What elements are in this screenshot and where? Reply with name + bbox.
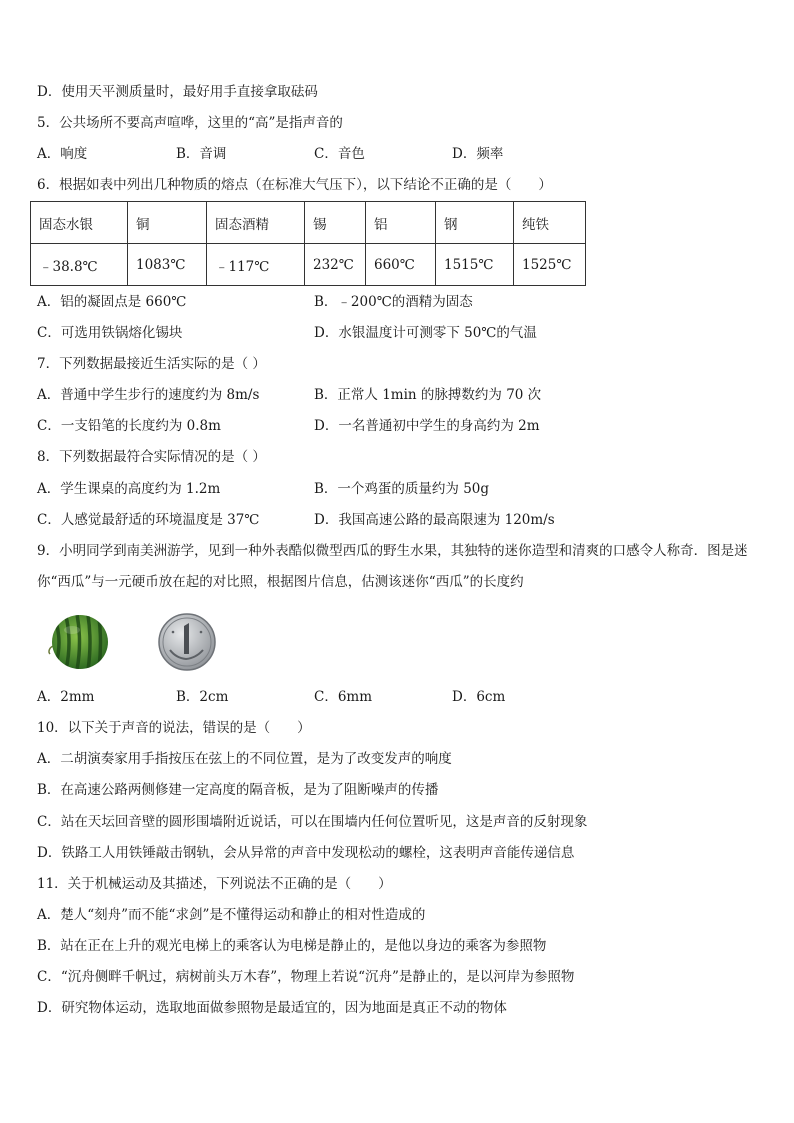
table-cell: ﹣38.8℃ [31, 244, 128, 286]
q7-stem: 7．下列数据最接近生活实际的是（ ） [37, 356, 266, 372]
q10-option-b: B．在高速公路两侧修建一定高度的隔音板，是为了阻断噪声的传播 [37, 782, 439, 798]
table-cell: 1525℃ [514, 244, 586, 286]
q8-option-a: A．学生课桌的高度约为 1.2m [37, 481, 221, 497]
q9-option-b: B．2cm [176, 689, 229, 705]
q7-option-d: D．一名普通初中学生的身高约为 2m [314, 418, 540, 434]
q10-option-d: D．铁路工人用铁锤敲击钢轨，会从异常的声音中发现松动的螺栓，这表明声音能传递信息 [37, 845, 575, 861]
q10-option-a: A．二胡演奏家用手指按压在弦上的不同位置，是为了改变发声的响度 [37, 751, 452, 767]
table-cell: 1515℃ [436, 244, 514, 286]
q8-option-d: D．我国高速公路的最高限速为 120m/s [314, 512, 555, 528]
melting-point-table [30, 201, 586, 286]
q11-option-b: B．站在正在上升的观光电梯上的乘客认为电梯是静止的，是他以身边的乘客为参照物 [37, 938, 547, 954]
table-cell: 固态酒精 [207, 202, 305, 244]
q6-option-b: B．﹣200℃的酒精为固态 [314, 294, 473, 310]
q11-option-c: C．“沉舟侧畔千帆过，病树前头万木春”，物理上若说“沉舟”是静止的，是以河岸为参照物 [37, 969, 575, 985]
q5-stem: 5．公共场所不要高声喧哗，这里的“高”是指声音的 [37, 115, 343, 131]
mini-watermelon-image [46, 612, 112, 672]
table-header-row [31, 202, 586, 244]
table-cell: 铜 [128, 202, 207, 244]
q5-option-a: A．响度 [37, 146, 88, 162]
q11-option-d: D．研究物体运动，选取地面做参照物是最适宜的，因为地面是真正不动的物体 [37, 1000, 507, 1016]
one-yuan-coin-image [156, 612, 218, 672]
q9-option-d: D．6cm [452, 689, 506, 705]
table-cell: 660℃ [366, 244, 436, 286]
table-cell: 232℃ [305, 244, 366, 286]
table-cell: 固态水银 [31, 202, 128, 244]
q9-option-a: A．2mm [37, 689, 95, 705]
q8-option-b: B．一个鸡蛋的质量约为 50g [314, 481, 490, 497]
q9-option-c: C．6mm [314, 689, 373, 705]
table-cell: 纯铁 [514, 202, 586, 244]
table-cell: 锡 [305, 202, 366, 244]
q10-stem: 10．以下关于声音的说法，错误的是（ ） [37, 720, 311, 736]
q7-option-a: A．普通中学生步行的速度约为 8m/s [37, 387, 260, 403]
q9-stem: 9．小明同学到南美洲游学，见到一种外表酷似微型西瓜的野生水果，其独特的迷你造型和清爽的口感令人称奇．图是迷你“西瓜”与一元硬币放在起的对比照，根据图片信息，估测该迷你“西瓜”的长度约 [37, 543, 748, 590]
q6-option-c: C．可选用铁锅熔化锡块 [37, 325, 183, 341]
q4-option-d: D．使用天平测质量时，最好用手直接拿取砝码 [37, 84, 318, 100]
q7-option-b: B．正常人 1min 的脉搏数约为 70 次 [314, 387, 542, 403]
table-row [31, 244, 586, 286]
q5-option-b: B．音调 [176, 146, 227, 162]
q6-option-a: A．铝的凝固点是 660℃ [37, 294, 187, 310]
table-cell: 钢 [436, 202, 514, 244]
q11-option-a: A．楚人“刻舟”而不能“求剑”是不懂得运动和静止的相对性造成的 [37, 907, 426, 923]
q7-option-c: C．一支铅笔的长度约为 0.8m [37, 418, 221, 434]
q6-option-d: D．水银温度计可测零下 50℃的气温 [314, 325, 537, 341]
table-cell: 1083℃ [128, 244, 207, 286]
q8-stem: 8．下列数据最符合实际情况的是（ ） [37, 449, 266, 465]
q10-option-c: C．站在天坛回音壁的圆形围墙附近说话，可以在围墙内任何位置听见，这是声音的反射现象 [37, 814, 588, 830]
q11-stem: 11．关于机械运动及其描述，下列说法不正确的是（ ） [37, 876, 392, 892]
q8-option-c: C．人感觉最舒适的环境温度是 37℃ [37, 512, 260, 528]
table-cell: ﹣117℃ [207, 244, 305, 286]
table-cell: 铝 [366, 202, 436, 244]
q5-option-c: C．音色 [314, 146, 365, 162]
q5-option-d: D．频率 [452, 146, 504, 162]
q6-stem: 6．根据如表中列出几种物质的熔点（在标准大气压下），以下结论不正确的是（ ） [37, 177, 552, 193]
